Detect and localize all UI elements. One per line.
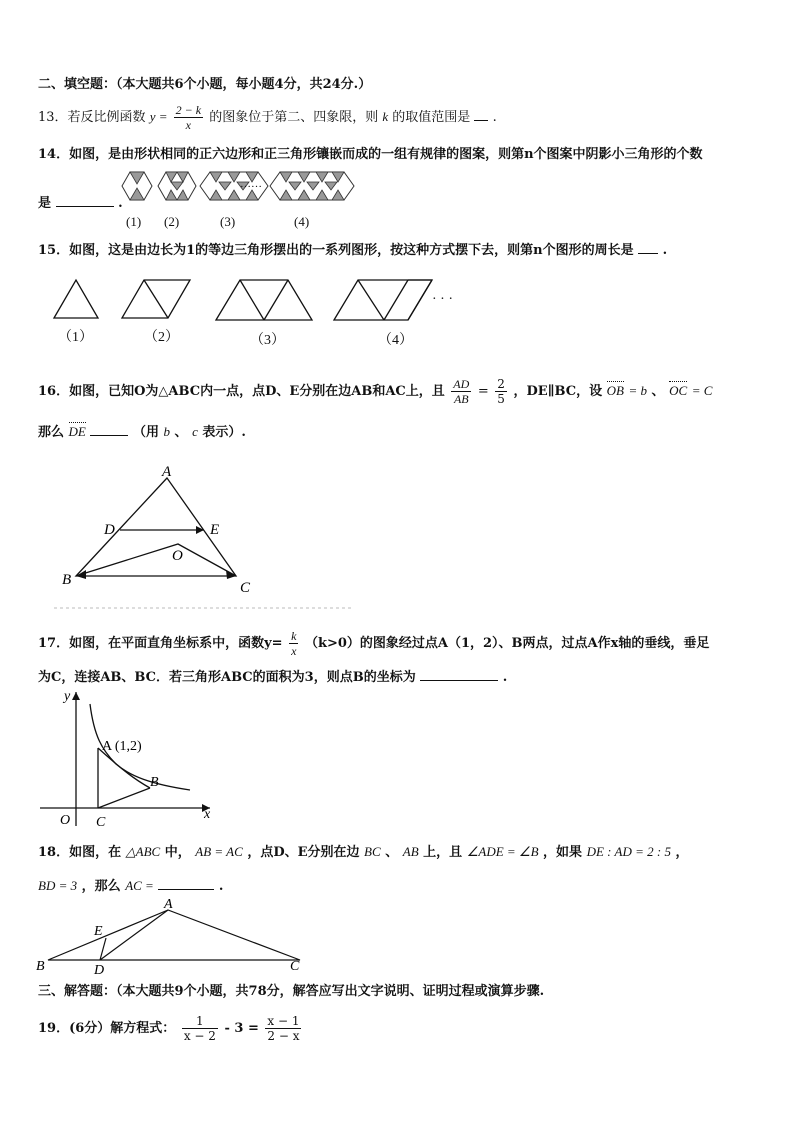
q18-answer-blank[interactable] — [158, 876, 214, 890]
question-14-line1: 14．如图，是由形状相同的正六边形和正三角形镶嵌而成的一组有规律的图案，则第n个图案中阴影小三角形的个数 — [38, 147, 703, 162]
q18-mid4: 上，且 — [423, 845, 463, 860]
q18-line2-mid: ，那么 — [81, 879, 121, 894]
q13-tail: 的取值范围是 — [392, 110, 471, 125]
q18-mid5: ，如果 — [543, 845, 583, 860]
q15-figure-1 — [54, 280, 98, 318]
q16-frac-num: AD — [453, 377, 470, 391]
q18-triangle-figure — [34, 896, 314, 976]
q13-fraction — [174, 103, 203, 132]
q16-label-b: B — [62, 572, 72, 588]
q16-triangle-figure — [54, 460, 364, 610]
q16-label-c: C — [240, 580, 251, 596]
q16-vector-ob: OB — [606, 383, 624, 398]
q18-mid1: 中， — [164, 845, 191, 860]
q15-answer-blank[interactable] — [638, 240, 658, 254]
q18-mid6: ， — [675, 845, 689, 860]
question-17-line1 — [38, 629, 709, 658]
q16-mid: ，DE∥BC，设 — [513, 384, 603, 399]
q13-denominator: x — [185, 118, 191, 132]
q14-answer-blank[interactable] — [56, 193, 114, 207]
q16-vector-oc: OC — [669, 383, 688, 398]
q14-line2-end: . — [118, 196, 123, 211]
q19-mid: - 3 = — [224, 1021, 259, 1036]
q15-end: . — [662, 243, 668, 258]
q15-caption-3: （3） — [250, 333, 285, 348]
question-18-line1 — [38, 844, 689, 861]
q19-n2: x − 1 — [267, 1014, 300, 1028]
q16-value-fraction — [495, 377, 507, 406]
q16-line2-end: 表示）. — [202, 425, 246, 440]
q14-continuation-dots: …… — [240, 178, 262, 190]
q17-label-b: B — [150, 775, 159, 790]
q19-prefix: 19．(6分）解方程式： — [38, 1021, 176, 1036]
q18-label-c: C — [290, 959, 300, 974]
q15-caption-2: （2） — [144, 330, 179, 345]
q15-continuation-dots: · · · — [432, 292, 453, 307]
q13-answer-blank[interactable] — [474, 107, 488, 121]
q14-line2-prefix: 是 — [38, 196, 52, 211]
q18-tri: △ABC — [125, 844, 161, 859]
q16-eq: = — [477, 384, 489, 399]
q18-ac: AC = — [125, 878, 154, 893]
q16-vector-de: DE — [68, 424, 86, 439]
q13-prefix: 13．若反比例函数 — [38, 110, 146, 125]
section-3-header: 三、解答题：（本大题共9个小题，共78分，解答应写出文字说明、证明过程或演算步骤. — [38, 984, 545, 999]
q15-caption-1: （1） — [58, 330, 93, 345]
question-18-line2 — [38, 876, 223, 895]
q16-label-o: O — [172, 548, 183, 564]
q14-caption-3: (3) — [220, 214, 236, 229]
q16-prefix: 16．如图，已知O为△ABC内一点，点D、E分别在边AB和AC上，且 — [38, 384, 445, 399]
q13-k: k — [382, 109, 389, 124]
q18-mid2: ，点D、E分别在边 — [247, 845, 360, 860]
q14-pattern-1 — [122, 172, 152, 200]
q15-caption-4: （4） — [378, 333, 413, 348]
q18-label-e: E — [94, 924, 103, 939]
q16-label-a: A — [162, 464, 172, 480]
q17-coordinate-figure — [40, 686, 230, 832]
q17-line2-end: . — [502, 670, 508, 685]
q14-caption-1: (1) — [126, 214, 142, 229]
q17-answer-blank[interactable] — [420, 667, 498, 681]
q17-den: x — [291, 644, 297, 658]
q14-pattern-figure — [118, 166, 388, 214]
question-19 — [38, 1014, 303, 1043]
question-13 — [38, 103, 497, 132]
q17-fraction — [289, 629, 298, 658]
q14-pattern-2 — [158, 172, 196, 200]
q16-b: b — [163, 424, 170, 439]
q16-label-e: E — [210, 522, 220, 538]
q18-label-b: B — [36, 959, 45, 974]
q16-sep: 、 — [651, 384, 665, 399]
q17-num: k — [291, 629, 297, 643]
q16-c: c — [192, 424, 198, 439]
q16-val-num: 2 — [497, 377, 505, 391]
q19-d1: x − 2 — [183, 1029, 216, 1043]
q19-fraction-right — [265, 1014, 301, 1043]
q18-line2-end: . — [218, 879, 224, 894]
q13-suffix: 的图象位于第二、四象限，则 — [209, 110, 379, 125]
q15-figure-4 — [334, 280, 432, 320]
q13-numerator: 2 − k — [175, 103, 202, 117]
q18-label-d: D — [94, 963, 105, 976]
q17-suffix: （k>0）的图象经过点A（1，2）、B两点，过点A作x轴的垂线，垂足 — [304, 636, 710, 651]
q17-prefix: 17．如图，在平面直角坐标系中，函数y= — [38, 636, 283, 651]
q14-pattern-4 — [270, 172, 354, 200]
q16-answer-blank[interactable] — [90, 422, 128, 436]
q19-fraction-left — [182, 1014, 218, 1043]
q18-angle: ∠ADE = ∠B — [466, 844, 539, 859]
q17-label-x: x — [204, 807, 211, 822]
question-17-line2 — [38, 667, 507, 686]
q18-bc: BC — [364, 844, 381, 859]
q15-text: 15．如图，这是由边长为1的等边三角形摆出的一系列图形，按这种方式摆下去，则第n个图形的周长是 — [38, 243, 634, 258]
q14-caption-4: (4) — [294, 214, 310, 229]
q19-n1: 1 — [182, 1014, 218, 1029]
q17-label-o: O — [60, 813, 71, 828]
q16-frac-den: AB — [453, 392, 469, 406]
q16-ob-eq: = b — [628, 383, 648, 398]
q17-label-y: y — [64, 689, 71, 704]
section-2-header: 二、填空题：（本大题共6个小题，每小题4分，共24分.） — [38, 77, 372, 92]
question-16-line2 — [38, 422, 246, 441]
q15-figure-3 — [216, 280, 312, 320]
question-15 — [38, 240, 667, 259]
q16-label-d: D — [104, 522, 115, 538]
q18-ratio: DE : AD = 2 : 5 — [586, 844, 671, 859]
q18-bd: BD = 3 — [38, 878, 78, 893]
q17-line2: 为C，连接AB、BC．若三角形ABC的面积为3，则点B的坐标为 — [38, 670, 416, 685]
q16-oc-eq: = C — [691, 383, 713, 398]
q18-eq1: AB = AC — [195, 844, 243, 859]
q14-caption-2: (2) — [164, 214, 180, 229]
q17-label-c: C — [96, 815, 106, 830]
q16-val-den: 5 — [497, 392, 505, 406]
q13-y-eq: y = — [149, 109, 168, 124]
q18-ab: AB — [402, 844, 419, 859]
q13-end: . — [492, 110, 497, 125]
q18-prefix: 18．如图，在 — [38, 845, 122, 860]
q16-dun: 、 — [174, 425, 188, 440]
q18-mid3: 、 — [385, 845, 399, 860]
q16-line2-suffix: （用 — [132, 425, 159, 440]
q16-line2-prefix: 那么 — [38, 425, 65, 440]
q19-d2: 2 − x — [267, 1029, 300, 1043]
q18-label-a: A — [164, 897, 173, 912]
q16-ratio-fraction — [451, 377, 471, 406]
question-16-line1 — [38, 377, 712, 406]
q17-label-a: A (1,2) — [102, 739, 142, 754]
question-14-line2 — [38, 193, 123, 212]
